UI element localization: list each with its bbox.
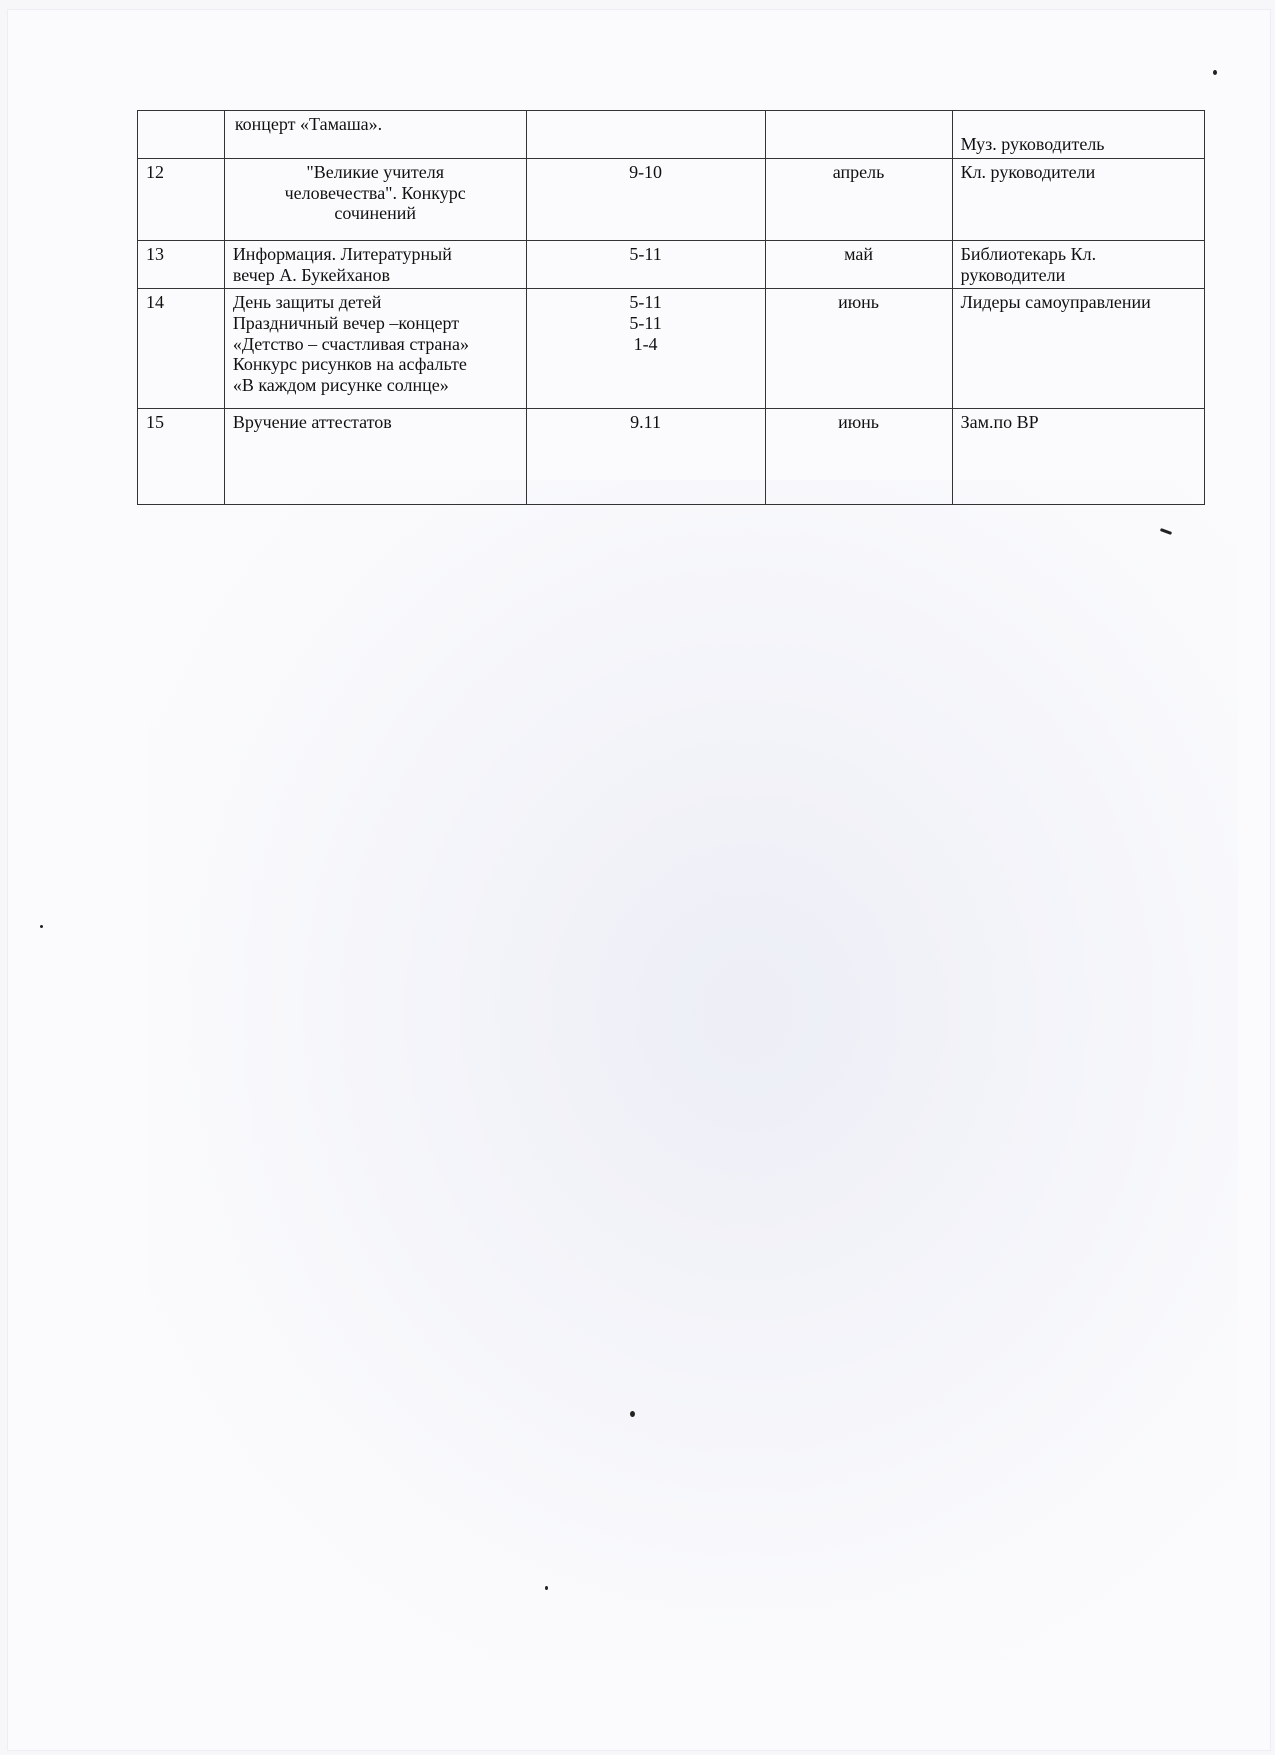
table-row [138,289,1205,409]
grade-value: 5-11 [629,313,662,334]
table-row [138,159,1205,241]
row-number-cell: 12 [138,159,225,241]
grade-value: 9-10 [629,162,663,182]
scan-speck [545,1586,548,1590]
faded-back-page-bleed-through [148,480,1238,1660]
table-row [138,111,1205,159]
event-line: концерт «Тамаша». [234,114,383,134]
event-line: Праздничный вечер –концерт [232,313,460,334]
scan-speck [40,925,43,928]
responsible-cell [952,111,1204,159]
row-number-cell: 13 [138,241,225,289]
event-cell [224,241,526,289]
responsible-line [961,114,1196,134]
date-cell: апрель [765,159,952,241]
events-schedule-table [137,110,1205,505]
responsible-line: руководители [960,264,1066,285]
responsible-line: Лидеры самоуправлении [960,292,1151,313]
grade-value: 5-11 [629,292,662,313]
event-line: Информация. Литературный [232,244,452,264]
event-line: «В каждом рисунке солнце» [232,375,449,396]
grade-cell [526,111,765,159]
grade-value: 9.11 [630,412,661,433]
grade-cell [526,289,765,409]
responsible-line: Зам.по ВР [960,412,1039,433]
responsible-cell [952,241,1204,289]
event-line: вечер А. Букейханов [232,264,390,285]
event-cell [224,111,526,159]
responsible-line: Муз. руководитель [960,134,1105,154]
row-number-cell: 14 [138,289,225,409]
date-cell [765,111,952,159]
event-cell [224,289,526,409]
table-row [138,241,1205,289]
row-number-cell [138,111,225,159]
event-cell [224,159,526,241]
event-line: Вручение аттестатов [232,412,392,433]
grade-cell [526,409,765,505]
responsible-line: Кл. руководители [960,162,1096,182]
event-cell [224,409,526,505]
date-cell: июнь [765,289,952,409]
event-line: "Великие учителя [306,162,445,182]
event-line: человечества". Конкурс [284,182,466,203]
grade-cell [526,159,765,241]
grade-cell [526,241,765,289]
responsible-line: Библиотекарь Кл. [960,244,1097,264]
table-row [138,409,1205,505]
date-cell: июнь [765,409,952,505]
grade-value: 5-11 [629,244,662,264]
row-number-cell: 15 [138,409,225,505]
scan-speck [630,1411,635,1417]
event-line: сочинений [334,203,417,224]
event-line: «Детство – счастливая страна» [232,333,470,354]
date-cell: май [765,241,952,289]
responsible-cell [952,409,1204,505]
scan-speck [1213,70,1217,75]
event-line: Конкурс рисунков на асфальте [232,354,467,375]
grade-value: 1-4 [633,333,658,354]
responsible-cell [952,289,1204,409]
responsible-cell [952,159,1204,241]
event-line: День защиты детей [232,292,382,313]
